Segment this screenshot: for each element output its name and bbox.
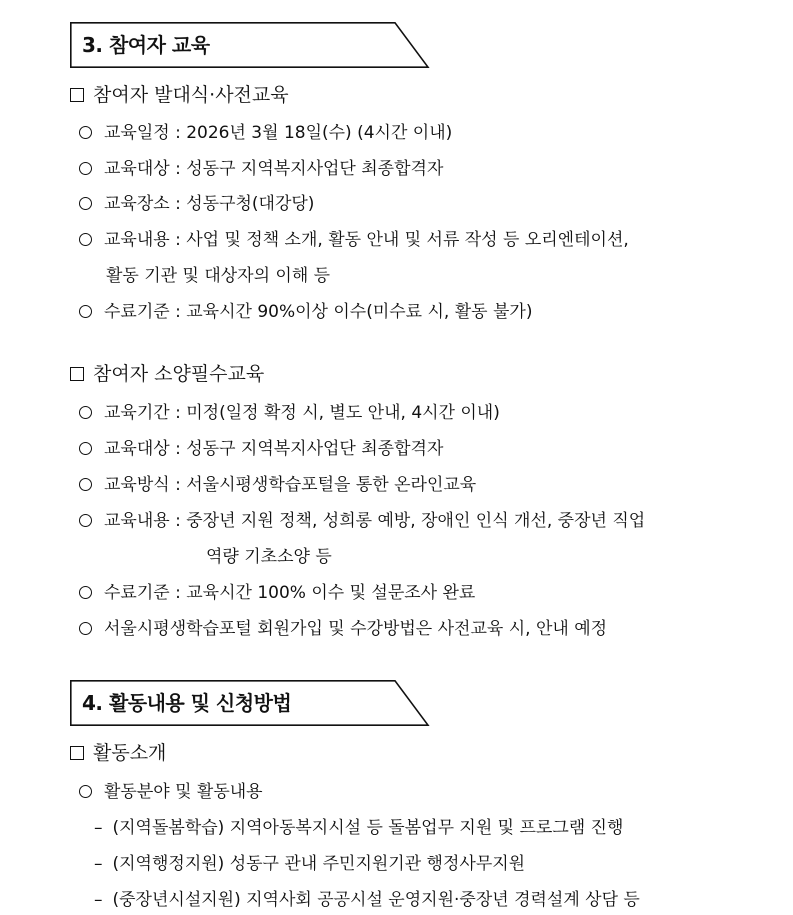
circle-bullet-icon: [79, 442, 92, 455]
list-item: 교육대상 : 성동구 지역복지사업단 최종합격자: [79, 157, 443, 181]
list-item: 교육장소 : 성동구청(대강당): [79, 192, 314, 216]
circle-bullet-icon: [79, 162, 92, 175]
list-item: 교육내용 : 중장년 지원 정책, 성희롱 예방, 장애인 인식 개선, 중장년 직업: [79, 509, 645, 533]
list-item: 서울시평생학습포털 회원가입 및 수강방법은 사전교육 시, 안내 예정: [79, 617, 607, 641]
subsection-heading-activity-intro: 활동소개: [70, 740, 166, 766]
square-bullet-icon: [70, 367, 84, 381]
circle-bullet-icon: [79, 406, 92, 419]
subsection-heading-required-training: 참여자 소양필수교육: [70, 361, 264, 387]
section-3-banner: [70, 22, 430, 68]
detail-item: – (지역돌봄학습) 지역아동복지시설 등 돌봄업무 지원 및 프로그램 진행: [94, 818, 624, 838]
section-4-title: 4. 활동내용 및 신청방법: [82, 691, 292, 715]
list-item-continuation: 역량 기초소양 등: [206, 547, 332, 567]
list-item-continuation: 활동 기관 및 대상자의 이해 등: [106, 266, 331, 286]
list-item: 교육방식 : 서울시평생학습포털을 통한 온라인교육: [79, 473, 476, 497]
circle-bullet-icon: [79, 233, 92, 246]
list-item: 교육기간 : 미정(일정 확정 시, 별도 안내, 4시간 이내): [79, 401, 500, 425]
circle-bullet-icon: [79, 197, 92, 210]
circle-bullet-icon: [79, 785, 92, 798]
square-bullet-icon: [70, 88, 84, 102]
subsection-heading-orientation: 참여자 발대식·사전교육: [70, 82, 289, 108]
list-item: 교육일정 : 2026년 3월 18일(수) (4시간 이내): [79, 121, 452, 145]
circle-bullet-icon: [79, 514, 92, 527]
detail-item: – (중장년시설지원) 지역사회 공공시설 운영지원·중장년 경력설계 상담 등: [94, 890, 640, 910]
circle-bullet-icon: [79, 622, 92, 635]
circle-bullet-icon: [79, 305, 92, 318]
dash-marker: –: [94, 890, 103, 910]
list-item: 교육내용 : 사업 및 정책 소개, 활동 안내 및 서류 작성 등 오리엔테이션,: [79, 228, 629, 252]
square-bullet-icon: [70, 746, 84, 760]
circle-bullet-icon: [79, 126, 92, 139]
section-4-banner: [70, 680, 430, 726]
detail-item: – (지역행정지원) 성동구 관내 주민지원기관 행정사무지원: [94, 854, 526, 874]
circle-bullet-icon: [79, 478, 92, 491]
dash-marker: –: [94, 818, 103, 838]
list-item: 수료기준 : 교육시간 100% 이수 및 설문조사 완료: [79, 581, 475, 605]
list-item: 활동분야 및 활동내용: [79, 780, 263, 804]
section-3-title: 3. 참여자 교육: [82, 33, 210, 57]
list-item: 교육대상 : 성동구 지역복지사업단 최종합격자: [79, 437, 443, 461]
list-item: 수료기준 : 교육시간 90%이상 이수(미수료 시, 활동 불가): [79, 300, 532, 324]
circle-bullet-icon: [79, 586, 92, 599]
dash-marker: –: [94, 854, 103, 874]
